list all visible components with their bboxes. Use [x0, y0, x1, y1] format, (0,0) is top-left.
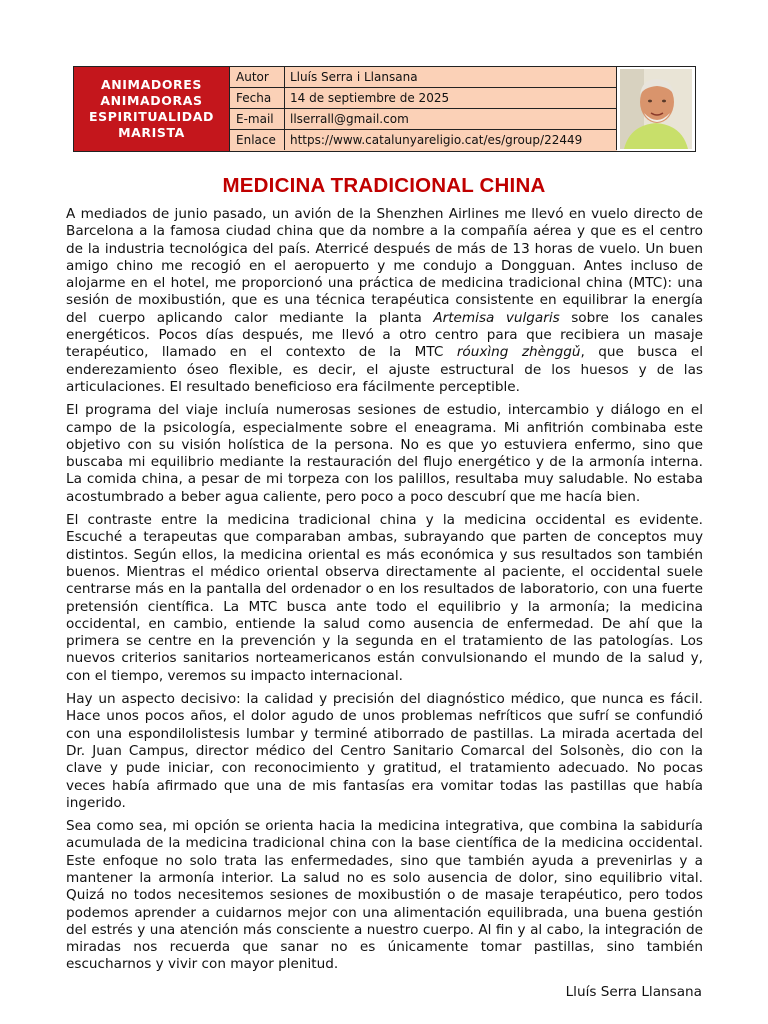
brand-line: ANIMADORAS: [100, 93, 203, 108]
author-photo: [617, 67, 695, 151]
brand-line: ESPIRITUALIDAD: [88, 109, 215, 124]
meta-label: Autor: [230, 67, 285, 87]
meta-row-author: [230, 67, 617, 88]
author-value: Lluís Serra i Llansana: [285, 67, 617, 87]
article-title: MEDICINA TRADICIONAL CHINA: [222, 174, 546, 197]
paragraph: [66, 206, 703, 396]
meta-row-link: [230, 130, 617, 150]
article-body: [66, 206, 703, 980]
paragraph: Hay un aspecto decisivo: la calidad y precisión del diagnóstico médico, que nunca es fácil. Hace unos pocos años, el dolor agudo de unos problemas nefríticos que sufrí se confundió con una espondilolistesis lumbar y terminé atiborrado de pastillas. La mirada acertada del Dr. Juan Campus, director médico del Centro Sanitario Comarcal del Solsonès, dio con la clave y pude iniciar, con reconocimiento y gratitud, el tratamiento adecuado. No pocas veces había afirmado que una de mis fantasías era vomitar todas las pastillas que había ingerido.: [66, 691, 703, 811]
paragraph: El programa del viaje incluía numerosas sesiones de estudio, intercambio y diálogo en el campo de la psicología, especialmente sobre el eneagrama. Mi anfitrión combinaba este objetivo con su visión holística de la persona. No es que yo estuviera enfermo, sino que buscaba mi equilibrio mediante la restauración del flujo energético y de la armonía interna. La comida china, a pesar de mi torpeza con los palillos, resultaba muy saludable. No estaba acostumbrado a beber agua caliente, pero poco a poco descubrí que me hacía bien.: [66, 402, 703, 505]
paragraph-text: , que busca el enderezamiento óseo flexible, es decir, el ajuste estructural de los huesos y de las articulaciones. El resultado beneficioso era fácilmente perceptible.: [66, 344, 703, 395]
meta-label: Fecha: [230, 88, 285, 108]
brand-line: ANIMADORES: [100, 77, 203, 92]
meta-table: [230, 67, 617, 151]
meta-row-date: [230, 88, 617, 109]
author-portrait-icon: [620, 69, 692, 149]
link-value[interactable]: https://www.catalunyareligio.cat/es/group/22449: [285, 130, 617, 150]
date-value: 14 de septiembre de 2025: [285, 88, 617, 108]
meta-label: Enlace: [230, 130, 285, 150]
meta-label: E-mail: [230, 109, 285, 129]
email-value[interactable]: llserrall@gmail.com: [285, 109, 617, 129]
article-header: [73, 66, 696, 152]
brand-line: MARISTA: [118, 125, 185, 140]
paragraph-italic: Artemisa vulgaris: [433, 309, 560, 326]
signature: Lluís Serra Llansana: [565, 984, 702, 1000]
paragraph-text: sobre los canales energéticos. Pocos días después, me llevó a otro centro para que recibiera un masaje terapéutico, llamado en el contexto de la MTC: [66, 309, 704, 361]
paragraph-text: A mediados de junio pasado, un avión de la Shenzhen Airlines me llevó en vuelo directo de Barcelona a la famosa ciudad china que da nombre a la compañía aérea y que es el centro de la industria tecnológica del país. Aterricé después de más de 13 horas de vuelo. Un buen amigo chino me recogió en el aeropuerto y me condujo a Dongguan. Antes incluso de alojarme en el hotel, me proporcionó una práctica de medicina tradicional china (MTC): una sesión de moxibustión, que es una técnica terapéutica consistente en equilibrar la energía del cuerpo aplicando calor mediante la planta: [66, 206, 703, 326]
brand-block: [74, 67, 230, 151]
paragraph-italic: róuxìng zhènggǔ: [456, 344, 581, 361]
meta-row-email: [230, 109, 617, 130]
paragraph: El contraste entre la medicina tradicional china y la medicina occidental es evidente. Escuché a terapeutas que comparaban ambas, subrayando que parten de conceptos muy distintos. Según ellos, la medicina oriental es más económica y sus resultados son también buenos. Mientras el médico oriental observa directamente al paciente, el occidental suele centrarse más en la pantalla del ordenador o en los resultados de laboratorio, con una fuerte pretensión científica. La MTC busca ante todo el equilibrio y la armonía; la medicina occidental, en cambio, entiende la salud como ausencia de enfermedad. De ahí que la primera se centre en la prevención y la segunda en el tratamiento de las patologías. Los nuevos criterios sanitarios norteamericanos están convulsionando el mundo de la salud y, con el tiempo, veremos su impacto internacional.: [66, 512, 703, 684]
paragraph: Sea como sea, mi opción se orienta hacia la medicina integrativa, que combina la sabiduría acumulada de la medicina tradicional china con la base científica de la medicina occidental. Este enfoque no solo trata las enfermedades, sino que también ayuda a prevenirlas y a mantener la armonía interior. La salud no es solo ausencia de dolor, sino equilibrio vital. Quizá no todos necesitemos sesiones de moxibustión o de masaje terapéutico, pero todos podemos aprender a cuidarnos mejor con una alimentación equilibrada, una buena gestión del estrés y una atención más consciente a nuestro cuerpo. Al fin y al cabo, la integración de miradas nos recuerda que sanar no es únicamente tomar pastillas, sino también escucharnos y vivir con mayor plenitud.: [66, 818, 703, 973]
